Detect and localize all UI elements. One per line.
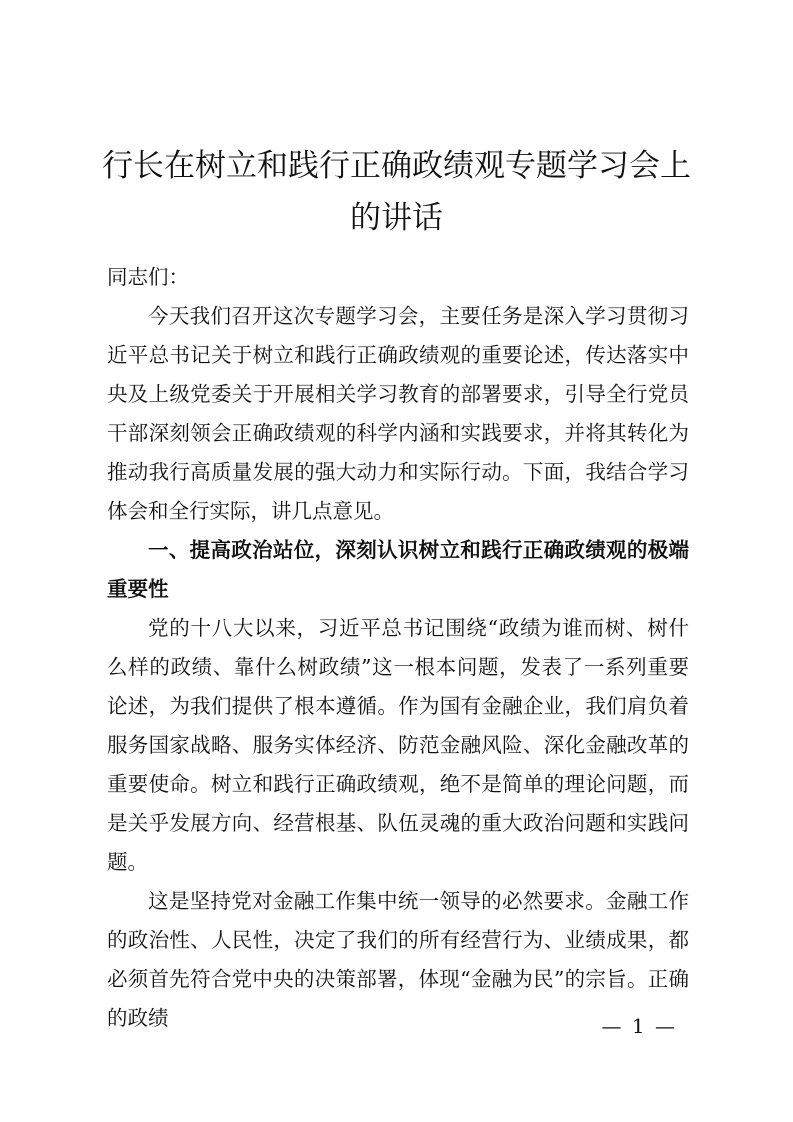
document-body bbox=[107, 258, 689, 1038]
intro-paragraph: 今天我们召开这次专题学习会，主要任务是深入学习贯彻习近平总书记关于树立和践行正确政绩观的重要论述，传达落实中央及上级党委关于开展相关学习教育的部署要求，引导全行党员干部深刻领会正确政绩观的科学内涵和实践要求，并将其转化为推动我行高质量发展的强大动力和实际行动。下面，我结合学习体会和全行实际，讲几点意见。 bbox=[107, 304, 689, 523]
document-title: 行长在树立和践行正确政绩观专题学习会上的讲话 bbox=[102, 148, 691, 236]
section1-paragraph-2: 这是坚持党对金融工作集中统一领导的必然要求。金融工作的政治性、人民性，决定了我们的所有经营行为、业绩成果，都必须首先符合党中央的决策部署，体现“金融为民”的宗旨。正确的政绩 bbox=[107, 889, 689, 1030]
page-number: — 1 — bbox=[601, 1014, 677, 1038]
section-heading-1: 一、提高政治站位，深刻认识树立和践行正确政绩观的极端重要性 bbox=[107, 538, 689, 601]
salutation: 同志们： bbox=[107, 265, 189, 289]
section1-paragraph-1: 党的十八大以来，习近平总书记围绕“政绩为谁而树、树什么样的政绩、靠什么树政绩”这一根本问题，发表了一系列重要论述，为我们提供了根本遵循。作为国有金融企业，我们肩负着服务国家战略、服务实体经济、防范金融风险、深化金融改革的重要使命。树立和践行正确政绩观，绝不是简单的理论问题，而是关乎发展方向、经营根基、队伍灵魂的重大政治问题和实践问题。 bbox=[107, 616, 689, 874]
